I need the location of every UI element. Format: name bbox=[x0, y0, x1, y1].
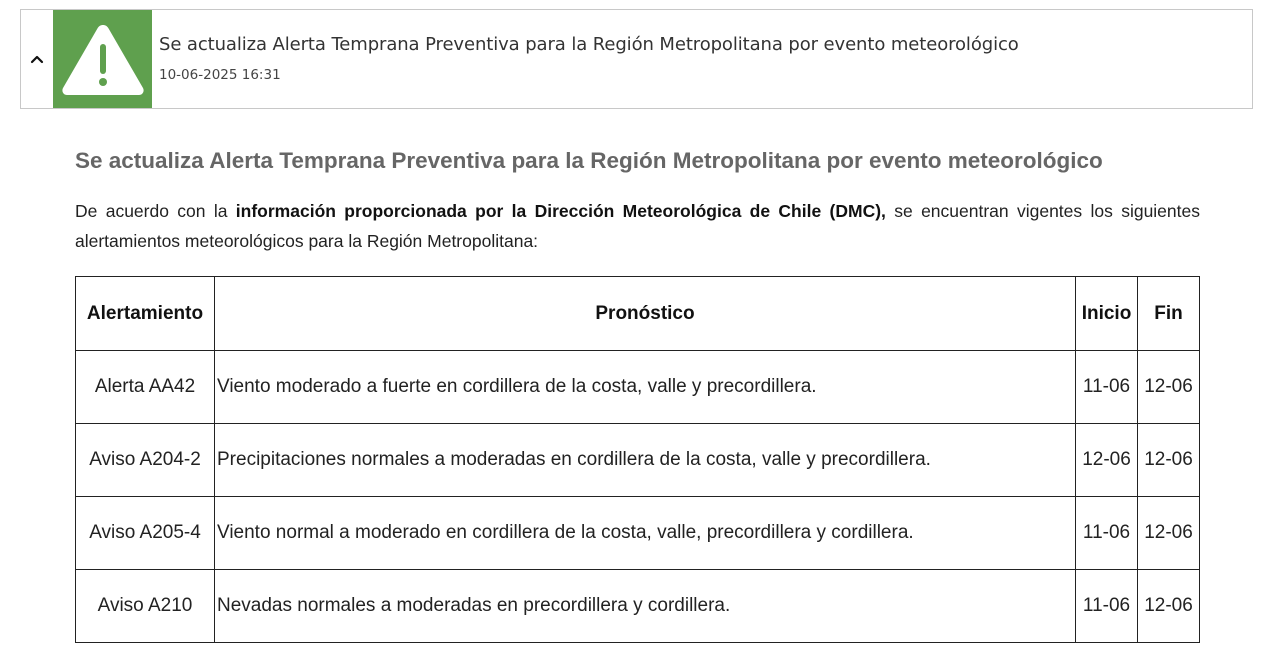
table-row bbox=[76, 497, 1200, 570]
intro-prefix: De acuerdo con la bbox=[75, 201, 236, 221]
cell-alertamiento: Aviso A204-2 bbox=[76, 424, 215, 497]
cell-inicio: 12-06 bbox=[1076, 424, 1138, 497]
cell-fin: 12-06 bbox=[1138, 570, 1200, 643]
alerts-table bbox=[75, 276, 1200, 643]
cell-inicio: 11-06 bbox=[1076, 570, 1138, 643]
cell-alertamiento: Aviso A205-4 bbox=[76, 497, 215, 570]
table-header-row bbox=[76, 277, 1200, 351]
cell-pronostico: Nevadas normales a moderadas en precordillera y cordillera. bbox=[215, 570, 1076, 643]
cell-alertamiento: Alerta AA42 bbox=[76, 351, 215, 424]
cell-fin: 12-06 bbox=[1138, 351, 1200, 424]
collapse-toggle-button[interactable] bbox=[21, 10, 53, 108]
alert-content bbox=[75, 146, 1200, 256]
header-pronostico: Pronóstico bbox=[215, 277, 1076, 351]
cell-fin: 12-06 bbox=[1138, 424, 1200, 497]
intro-suffix: se encuentran vigentes los siguientes alertamientos meteorológicos para la Región Metropolitana: bbox=[75, 201, 1200, 251]
table-row bbox=[76, 351, 1200, 424]
chevron-up-icon bbox=[30, 54, 44, 64]
cell-inicio: 11-06 bbox=[1076, 351, 1138, 424]
cell-alertamiento: Aviso A210 bbox=[76, 570, 215, 643]
warning-triangle-icon bbox=[58, 19, 148, 99]
alert-header bbox=[20, 9, 1253, 109]
table-row bbox=[76, 424, 1200, 497]
header-alertamiento: Alertamiento bbox=[76, 277, 215, 351]
page-title: Se actualiza Alerta Temprana Preventiva para la Región Metropolitana por evento meteorológico bbox=[75, 148, 1103, 173]
alert-header-title[interactable]: Se actualiza Alerta Temprana Preventiva para la Región Metropolitana por evento meteorológico bbox=[159, 34, 1019, 55]
header-inicio: Inicio bbox=[1076, 277, 1138, 351]
alert-header-date: 10-06-2025 16:31 bbox=[159, 67, 281, 83]
cell-inicio: 11-06 bbox=[1076, 497, 1138, 570]
intro-bold-source: información proporcionada por la Dirección Meteorológica de Chile (DMC), bbox=[235, 201, 886, 221]
cell-pronostico: Precipitaciones normales a moderadas en cordillera de la costa, valle y precordillera. bbox=[215, 424, 1076, 497]
cell-pronostico: Viento moderado a fuerte en cordillera de la costa, valle y precordillera. bbox=[215, 351, 1076, 424]
header-fin: Fin bbox=[1138, 277, 1200, 351]
cell-fin: 12-06 bbox=[1138, 497, 1200, 570]
cell-pronostico: Viento normal a moderado en cordillera de la costa, valle, precordillera y cordillera. bbox=[215, 497, 1076, 570]
intro-paragraph bbox=[75, 196, 1200, 256]
table-row bbox=[76, 570, 1200, 643]
alert-icon-box bbox=[53, 10, 152, 108]
